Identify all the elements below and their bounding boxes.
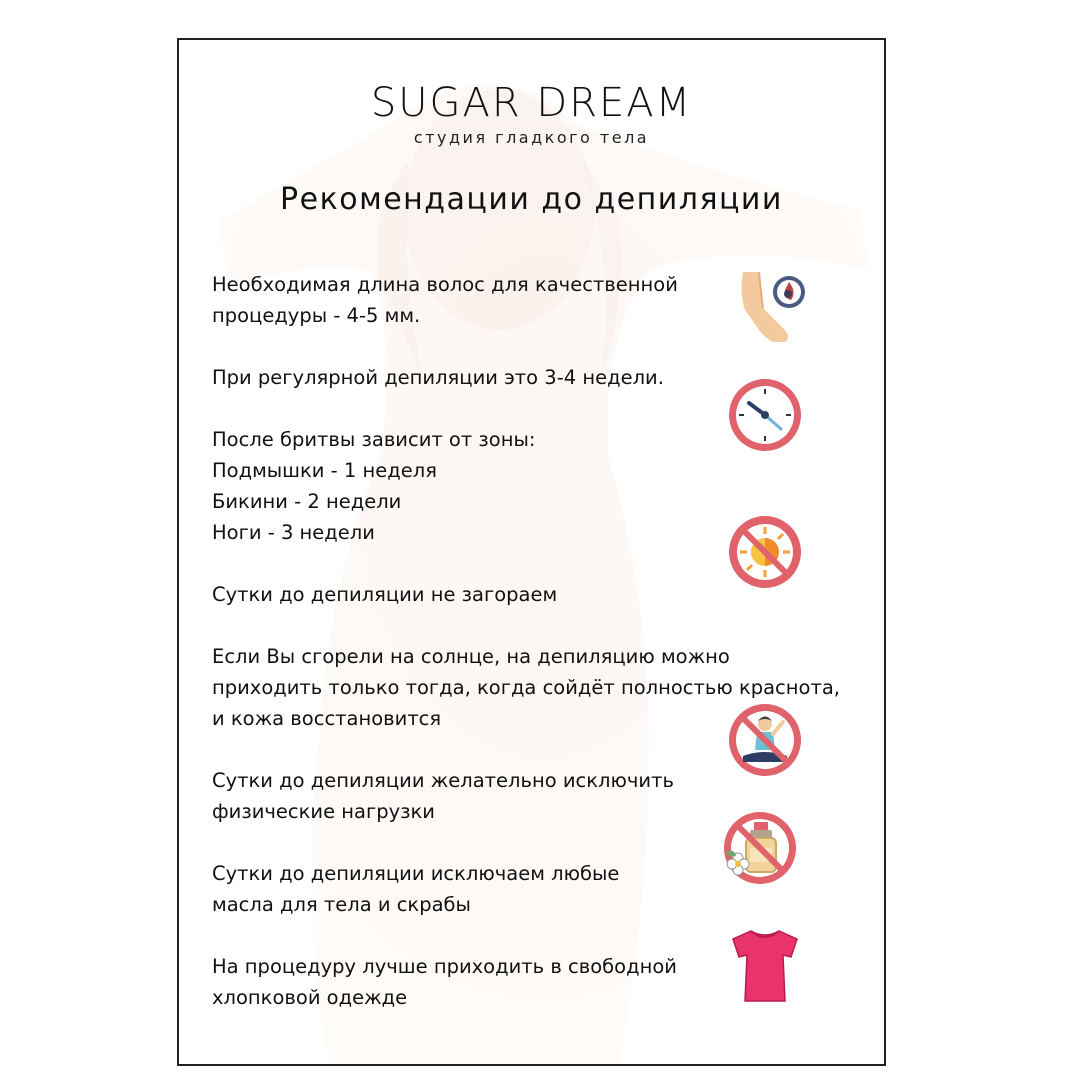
text-line: Ноги - 3 недели — [212, 521, 375, 544]
text-line: Подмышки - 1 неделя — [212, 459, 437, 482]
brand-title: SUGAR DREAM — [370, 80, 693, 126]
brand-subtitle: студия гладкого тела — [413, 128, 650, 147]
text-line: хлопковой одежде — [212, 986, 408, 1009]
tshirt-icon — [725, 925, 805, 1005]
text-line: Бикини - 2 недели — [212, 490, 402, 513]
text-line: Необходимая длина волос для качественной — [212, 273, 678, 296]
leg-hair-icon — [729, 268, 809, 348]
text-line: После бритвы зависит от зоны: — [212, 428, 536, 451]
text-line: физические нагрузки — [212, 800, 435, 823]
text-line: При регулярной депиляции это 3-4 недели. — [212, 366, 664, 389]
text-line: и кожа восстановится — [212, 707, 442, 730]
no-oil-icon — [720, 808, 800, 888]
clock-icon — [725, 375, 805, 455]
text-line: приходить только тогда, когда сойдёт полностью краснота, — [212, 676, 840, 699]
text-line: Сутки до депиляции не загораем — [212, 583, 558, 606]
info-card — [177, 38, 886, 1066]
text-line: На процедуру лучше приходить в свободной — [212, 955, 677, 978]
text-line: Сутки до депиляции желательно исключить — [212, 769, 674, 792]
text-line: Если Вы сгорели на солнце, на депиляцию можно — [212, 645, 730, 668]
text-line: процедуры - 4-5 мм. — [212, 304, 421, 327]
no-exercise-icon — [725, 700, 805, 780]
text-line: масла для тела и скрабы — [212, 893, 471, 916]
no-sun-icon — [725, 512, 805, 592]
text-line: Сутки до депиляции исключаем любые — [212, 862, 620, 885]
page-heading: Рекомендации до депиляции — [280, 182, 783, 217]
